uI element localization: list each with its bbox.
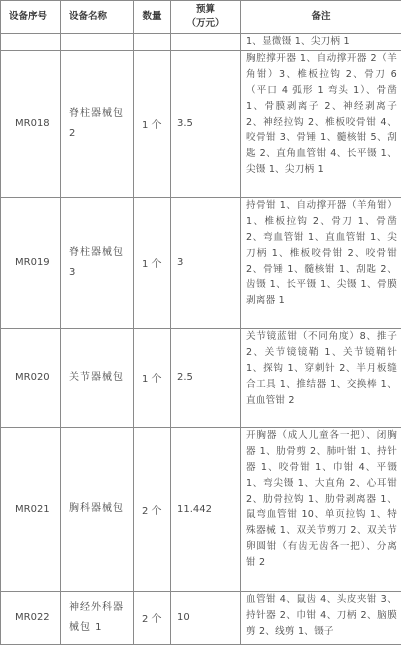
cell-name: 关节器械包 [61,328,134,427]
cell-code: MR021 [1,427,61,591]
cell-note: 血管钳 4、鼠齿 4、头皮夹钳 3、持针器 2、巾钳 4、刀柄 2、脑膜剪 2、线剪 1、镊子 [241,591,401,644]
header-budget-line1: 预算 [171,3,240,17]
cell-name: 脊柱器械包 2 [61,50,134,197]
cell-code: MR020 [1,328,61,427]
cell-qty [134,34,171,51]
cell-note: 关节镜蓝钳（不同角度）8、推子 2、关节镜镜鞘 1、关节镜鞘针 1、探钩 1、穿刺针 2、半月板缝合工具 1、推结器 1、交换棒 1、直血管钳 2 [241,328,401,427]
cell-note: 胸腔撑开器 1、自动撑开器 2（羊角钳）3、椎板拉钩 2、骨刀 6（平口 4 弧形 1 弯头 1）、骨凿 1、骨膜剥离子 2、神经剥离子 2、神经拉钩 2、椎板咬骨钳 4、咬骨钳 3、骨锤 1、髓核钳 5、刮匙 2、直角血管钳 4、长平镊 1、尖镊 1、尖刀柄 1 [241,50,401,197]
header-row [1,1,401,34]
cell-budget [171,34,241,51]
cell-budget: 11.442 [171,427,241,591]
table-row [1,50,401,197]
header-name: 设备名称 [61,1,134,34]
cell-qty: 2 个 [134,427,171,591]
cell-budget: 10 [171,591,241,644]
header-budget-line2: （万元） [171,17,240,31]
cell-note: 1、显微镊 1、尖刀柄 1 [241,34,401,51]
cell-budget: 3 [171,197,241,328]
cell-budget: 2.5 [171,328,241,427]
cell-name: 脊柱器械包 3 [61,197,134,328]
cell-note: 持骨钳 1、自动撑开器（羊角钳）1、椎板拉钩 2、骨刀 1、骨凿 2、弯血管钳 1、直血管钳 1、尖刀柄 1、椎板咬骨钳 2、咬骨钳 2、骨锤 1、髓核钳 1、刮匙 2、齿镊 1、长平镊 1、尖镊 1、骨膜剥离器 1 [241,197,401,328]
cell-name: 神经外科器械包 1 [61,591,134,644]
cell-code [1,34,61,51]
cell-name: 胸科器械包 [61,427,134,591]
header-qty: 数量 [134,1,171,34]
table-row [1,427,401,591]
table-row-continued [1,34,401,51]
table-row [1,328,401,427]
header-code: 设备序号 [1,1,61,34]
cell-note: 开胸器（成人儿童各一把）、闭胸器 1、肋骨剪 2、肺叶钳 1、持针器 1、咬骨钳 1、巾钳 4、平镊 1、弯尖镊 1、大直角 2、心耳钳 2、肋骨拉钩 1、肋骨剥离器 1、鼠弯血管钳 10、单页拉钩 1、特殊器械 1、双关节剪刀 2、双关节卵圆钳（有齿无齿各一把）、分离钳 2 [241,427,401,591]
cell-qty: 1 个 [134,50,171,197]
table-row [1,591,401,644]
cell-code: MR018 [1,50,61,197]
header-budget [171,1,241,34]
cell-code: MR022 [1,591,61,644]
header-note: 备注 [241,1,401,34]
cell-qty: 2 个 [134,591,171,644]
cell-name [61,34,134,51]
cell-qty: 1 个 [134,328,171,427]
cell-budget: 3.5 [171,50,241,197]
table-row [1,197,401,328]
cell-qty: 1 个 [134,197,171,328]
cell-code: MR019 [1,197,61,328]
